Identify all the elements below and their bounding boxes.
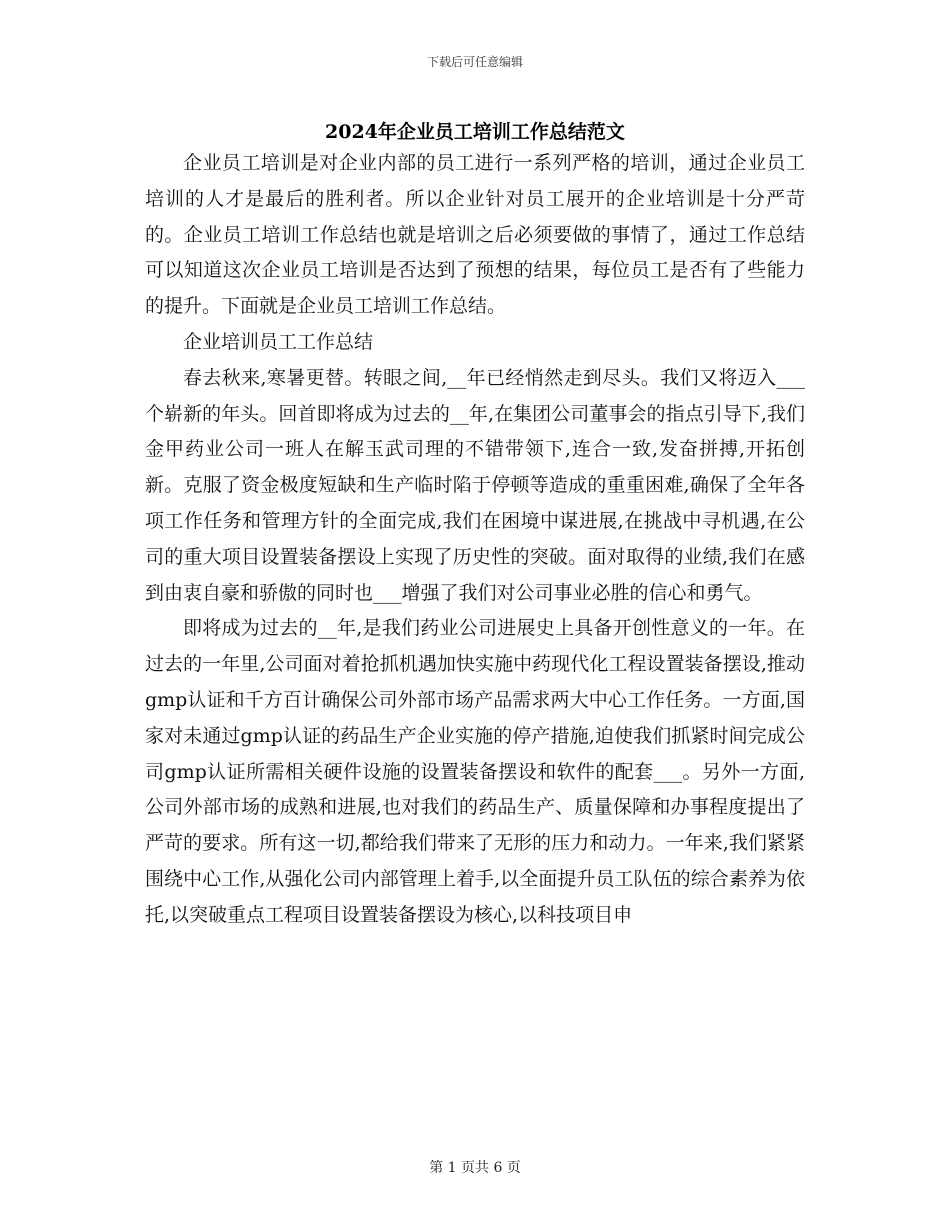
document-title: 2024年企业员工培训工作总结范文 — [325, 121, 625, 143]
body-paragraph: 春去秋来,寒暑更替。转眼之间,__年已经悄然走到尽头。我们又将迈入___个崭新的年头。回首即将成为过去的__年,在集团公司董事会的指点引导下,我们金甲药业公司一班人在解玉武司理的不错带领下,连合一致,发奋拼搏,开拓创新。克服了资金极度短缺和生产临时陷于停顿等造成的重重困难,确保了全年各项工作任务和管理方针的全面完成,我们在困境中谋进展,在挑战中寻机遇,在公司的重大项目设置装备摆设上实现了历史性的突破。面对取得的业绩,我们在感到由衷自豪和骄傲的同时也___增强了我们对公司事业必胜的信心和勇气。 — [145, 366, 805, 604]
page-header: 下载后可任意编辑 — [426, 55, 523, 69]
section-heading: 企业培训员工工作总结 — [183, 330, 374, 353]
body-paragraph: 即将成为过去的__年,是我们药业公司进展史上具备开创性意义的一年。在过去的一年里,公司面对着抢抓机遇加快实施中药现代化工程设置装备摆设,推动gmp认证和千方百计确保公司外部市场产品需求两大中心工作任务。一方面,国家对未通过gmp认证的药品生产企业实施的停产措施,迫使我们抓紧时间完成公司gmp认证所需相关硬件设施的设置装备摆设和软件的配套___。另外一方面,公司外部市场的成熟和进展,也对我们的药品生产、质量保障和办事程度提出了严苛的要求。所有这一切,都给我们带来了无形的压力和动力。一年来,我们紧紧围绕中心工作,从强化公司内部管理上着手,以全面提升员工队伍的综合素养为依托,以突破重点工程项目设置装备摆设为核心,以科技项目申 — [145, 617, 805, 926]
document-body — [145, 146, 805, 934]
intro-paragraph: 企业员工培训是对企业内部的员工进行一系列严格的培训，通过企业员工培训的人才是最后的胜利者。所以企业针对员工展开的企业培训是十分严苛的。企业员工培训工作总结也就是培训之后必须要做的事情了，通过工作总结可以知道这次企业员工培训是否达到了预想的结果，每位员工是否有了些能力的提升。下面就是企业员工培训工作总结。 — [145, 152, 805, 318]
page-number: 第 1 页共 6 页 — [429, 1160, 521, 1176]
